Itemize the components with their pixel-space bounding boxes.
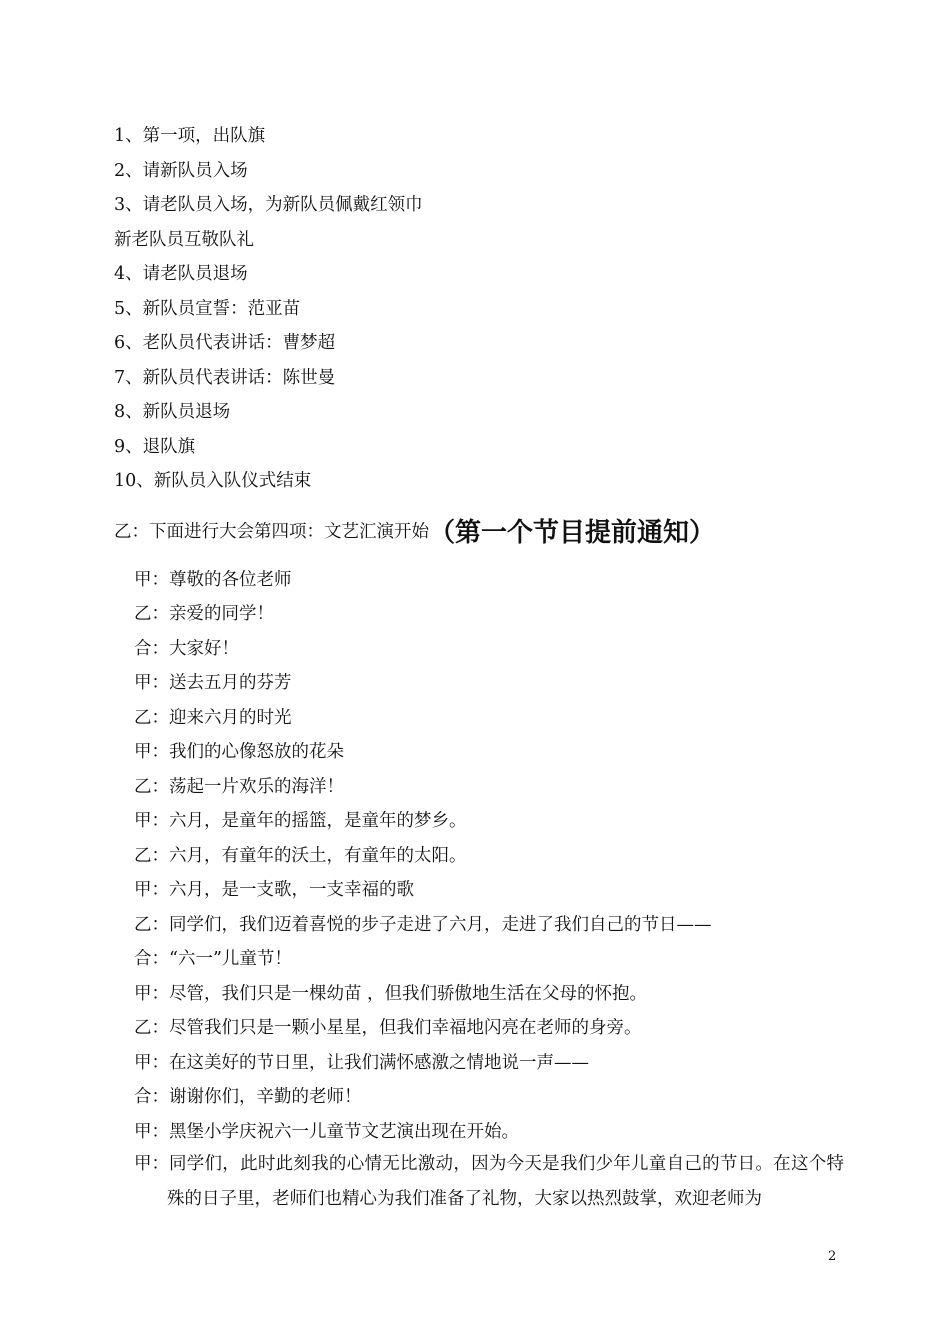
list-item: 2、请新队员入场 [114,161,248,181]
dialogue-line: 甲：在这美好的节日里，让我们满怀感激之情地说一声—— [134,1053,589,1073]
page-number: 2 [828,1249,837,1264]
dialogue-line: 甲：我们的心像怒放的花朵 [134,742,344,762]
dialogue-line: 甲：尽管，我们只是一棵幼苗 ，但我们骄傲地生活在父母的怀抱。 [134,984,648,1004]
section-heading [114,512,715,549]
dialogue-line: 甲：六月，是一支歌，一支幸福的歌 [134,880,414,900]
dialogue-line: 合：大家好！ [134,639,239,659]
list-item: 8、新队员退场 [114,402,231,422]
list-item: 新老队员互敬队礼 [114,230,254,250]
final-paragraph [134,1147,844,1217]
dialogue-line: 乙：同学们，我们迈着喜悦的步子走进了六月，走进了我们自己的节日—— [134,915,712,935]
dialogue-line: 乙：迎来六月的时光 [134,708,292,728]
list-item: 9、退队旗 [114,437,196,457]
final-paragraph-speaker: 甲： [134,1154,169,1174]
section-heading-lead: 乙：下面进行大会第四项：文艺汇演开始 [114,522,429,542]
list-item: 1、第一项，出队旗 [114,126,266,146]
list-item: 5、新队员宣誓：范亚苗 [114,299,301,319]
dialogue-line: 乙：亲爱的同学！ [134,604,274,624]
dialogue-line: 合：“六一”儿童节！ [134,949,292,969]
section-heading-emphasis: （第一个节目提前通知） [429,518,716,548]
dialogue-line: 甲：送去五月的芬芳 [134,673,292,693]
dialogue-line: 合：谢谢你们，辛勤的老师！ [134,1087,362,1107]
dialogue-line: 甲：尊敬的各位老师 [134,570,292,590]
list-item: 6、老队员代表讲话：曹梦超 [114,333,336,353]
dialogue-line: 乙：荡起一片欢乐的海洋！ [134,777,344,797]
list-item: 7、新队员代表讲话：陈世曼 [114,368,336,388]
dialogue-line: 甲：黑堡小学庆祝六一儿童节文艺演出现在开始。 [134,1122,519,1142]
dialogue-line: 乙：尽管我们只是一颗小星星，但我们幸福地闪亮在老师的身旁。 [134,1018,642,1038]
list-item: 4、请老队员退场 [114,264,248,284]
final-paragraph-text: 同学们，此时此刻我的心情无比激动，因为今天是我们少年儿童自己的节日。在这个特殊的日子里，老师们也精心为我们准备了礼物，大家以热烈鼓掌，欢迎老师为 [167,1154,844,1209]
list-item: 3、请老队员入场，为新队员佩戴红领巾 [114,195,423,215]
dialogue-line: 甲：六月，是童年的摇篮，是童年的梦乡。 [134,811,467,831]
dialogue-line: 乙：六月，有童年的沃土，有童年的太阳。 [134,846,467,866]
list-item: 10、新队员入队仪式结束 [114,471,312,491]
